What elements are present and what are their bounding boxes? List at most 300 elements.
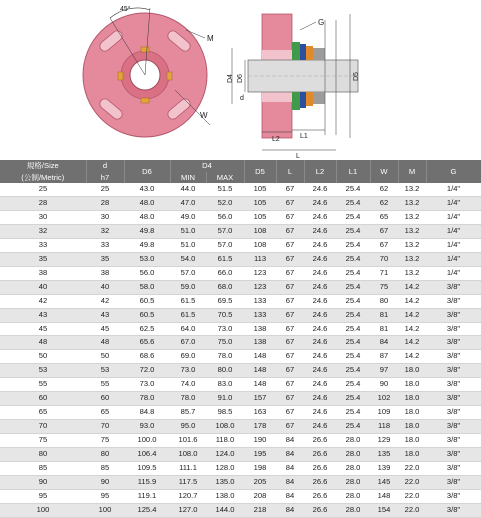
table-row bbox=[0, 294, 481, 308]
table-cell: 24.6 bbox=[304, 280, 336, 294]
section-view bbox=[227, 14, 360, 160]
header-l1: L1 bbox=[336, 160, 370, 183]
table-cell: 53.0 bbox=[124, 252, 170, 266]
table-cell: 148 bbox=[244, 350, 276, 364]
table-cell: 3/8" bbox=[426, 406, 481, 420]
table-cell: 32 bbox=[0, 224, 86, 238]
m-label: M bbox=[207, 34, 214, 43]
table-cell: 24.6 bbox=[304, 322, 336, 336]
table-cell: 90 bbox=[0, 476, 86, 490]
table-cell: 84 bbox=[276, 489, 304, 503]
table-cell: 106.4 bbox=[124, 448, 170, 462]
table-cell: 18.0 bbox=[398, 434, 426, 448]
table-cell: 61.5 bbox=[170, 294, 206, 308]
table-cell: 98.5 bbox=[206, 406, 244, 420]
table-cell: 115.9 bbox=[124, 476, 170, 490]
table-cell: 3/8" bbox=[426, 280, 481, 294]
table-row bbox=[0, 448, 481, 462]
table-cell: 195 bbox=[244, 448, 276, 462]
table-cell: 13.2 bbox=[398, 238, 426, 252]
header-m: M bbox=[398, 160, 426, 183]
table-cell: 24.6 bbox=[304, 183, 336, 196]
table-cell: 69.5 bbox=[206, 294, 244, 308]
table-cell: 138 bbox=[244, 322, 276, 336]
table-cell: 13.2 bbox=[398, 266, 426, 280]
header-l: L bbox=[276, 160, 304, 183]
table-cell: 67 bbox=[276, 392, 304, 406]
table-cell: 123 bbox=[244, 280, 276, 294]
table-row bbox=[0, 266, 481, 280]
table-cell: 49.8 bbox=[124, 238, 170, 252]
table-cell: 1/4" bbox=[426, 210, 481, 224]
table-cell: 70 bbox=[86, 420, 124, 434]
table-cell: 198 bbox=[244, 462, 276, 476]
table-cell: 44.0 bbox=[170, 183, 206, 196]
table-cell: 68.6 bbox=[124, 350, 170, 364]
table-cell: 60 bbox=[86, 392, 124, 406]
table-cell: 14.2 bbox=[398, 336, 426, 350]
table-cell: 157 bbox=[244, 392, 276, 406]
table-cell: 100 bbox=[0, 503, 86, 517]
table-row bbox=[0, 308, 481, 322]
table-cell: 50 bbox=[0, 350, 86, 364]
table-cell: 75 bbox=[370, 280, 398, 294]
table-cell: 93.0 bbox=[124, 420, 170, 434]
table-cell: 154 bbox=[370, 503, 398, 517]
table-cell: 13.2 bbox=[398, 183, 426, 196]
table-cell: 108 bbox=[244, 224, 276, 238]
table-cell: 3/8" bbox=[426, 476, 481, 490]
table-cell: 24.6 bbox=[304, 224, 336, 238]
table-cell: 3/8" bbox=[426, 448, 481, 462]
table-cell: 78.0 bbox=[124, 392, 170, 406]
table-cell: 1/4" bbox=[426, 266, 481, 280]
front-view bbox=[83, 5, 214, 137]
table-cell: 26.6 bbox=[304, 448, 336, 462]
table-cell: 91.0 bbox=[206, 392, 244, 406]
table-cell: 1/4" bbox=[426, 183, 481, 196]
table-cell: 25.4 bbox=[336, 322, 370, 336]
d5-label: D5 bbox=[353, 72, 360, 81]
table-cell: 51.0 bbox=[170, 224, 206, 238]
table-row bbox=[0, 364, 481, 378]
table-cell: 48.0 bbox=[124, 196, 170, 210]
table-cell: 109.5 bbox=[124, 462, 170, 476]
table-cell: 56.0 bbox=[124, 266, 170, 280]
table-cell: 30 bbox=[86, 210, 124, 224]
table-cell: 3/8" bbox=[426, 378, 481, 392]
table-cell: 1/4" bbox=[426, 238, 481, 252]
table-row bbox=[0, 252, 481, 266]
table-cell: 83.0 bbox=[206, 378, 244, 392]
table-cell: 28.0 bbox=[336, 448, 370, 462]
table-cell: 47.0 bbox=[170, 196, 206, 210]
table-cell: 163 bbox=[244, 406, 276, 420]
table-cell: 24.6 bbox=[304, 308, 336, 322]
table-row bbox=[0, 238, 481, 252]
table-cell: 70.5 bbox=[206, 308, 244, 322]
table-cell: 14.2 bbox=[398, 308, 426, 322]
table-cell: 3/8" bbox=[426, 350, 481, 364]
header-row bbox=[0, 160, 481, 172]
table-cell: 18.0 bbox=[398, 378, 426, 392]
table-row bbox=[0, 210, 481, 224]
table-cell: 65.6 bbox=[124, 336, 170, 350]
table-row bbox=[0, 322, 481, 336]
table-cell: 118.0 bbox=[206, 434, 244, 448]
table-cell: 84.8 bbox=[124, 406, 170, 420]
table-row bbox=[0, 280, 481, 294]
w-label: W bbox=[200, 111, 208, 120]
table-cell: 14.2 bbox=[398, 280, 426, 294]
table-cell: 67 bbox=[276, 196, 304, 210]
table-cell: 3/8" bbox=[426, 420, 481, 434]
table-cell: 24.6 bbox=[304, 266, 336, 280]
table-cell: 75.0 bbox=[206, 336, 244, 350]
table-cell: 35 bbox=[86, 252, 124, 266]
table-cell: 80.0 bbox=[206, 364, 244, 378]
table-cell: 24.6 bbox=[304, 210, 336, 224]
table-cell: 84 bbox=[276, 476, 304, 490]
table-cell: 28 bbox=[0, 196, 86, 210]
table-cell: 25.4 bbox=[336, 224, 370, 238]
table-cell: 18.0 bbox=[398, 448, 426, 462]
table-row bbox=[0, 378, 481, 392]
table-cell: 67 bbox=[276, 183, 304, 196]
table-cell: 40 bbox=[86, 280, 124, 294]
table-cell: 75 bbox=[0, 434, 86, 448]
table-cell: 67 bbox=[276, 308, 304, 322]
table-cell: 25.4 bbox=[336, 336, 370, 350]
d6-label: D6 bbox=[237, 74, 244, 83]
table-cell: 30 bbox=[0, 210, 86, 224]
table-cell: 85 bbox=[86, 462, 124, 476]
table-cell: 49.8 bbox=[124, 224, 170, 238]
table-cell: 51.5 bbox=[206, 183, 244, 196]
table-cell: 78.0 bbox=[206, 350, 244, 364]
table-cell: 22.0 bbox=[398, 476, 426, 490]
table-cell: 87 bbox=[370, 350, 398, 364]
table-cell: 67 bbox=[276, 280, 304, 294]
table-cell: 25.4 bbox=[336, 183, 370, 196]
table-cell: 127.0 bbox=[170, 503, 206, 517]
table-cell: 108.0 bbox=[206, 420, 244, 434]
table-cell: 67 bbox=[276, 336, 304, 350]
table-cell: 3/8" bbox=[426, 503, 481, 517]
table-cell: 73.0 bbox=[124, 378, 170, 392]
table-cell: 3/8" bbox=[426, 322, 481, 336]
table-cell: 57.0 bbox=[170, 266, 206, 280]
table-cell: 133 bbox=[244, 308, 276, 322]
table-cell: 80 bbox=[86, 448, 124, 462]
table-cell: 72.0 bbox=[124, 364, 170, 378]
table-cell: 13.2 bbox=[398, 252, 426, 266]
header-d4-min: MIN bbox=[170, 172, 206, 184]
table-cell: 139 bbox=[370, 462, 398, 476]
header-g: G bbox=[426, 160, 481, 183]
table-cell: 67 bbox=[276, 322, 304, 336]
table-cell: 42 bbox=[0, 294, 86, 308]
table-cell: 108 bbox=[244, 238, 276, 252]
l2-label: L2 bbox=[272, 136, 280, 143]
table-cell: 84 bbox=[276, 448, 304, 462]
table-cell: 80 bbox=[0, 448, 86, 462]
table-cell: 3/8" bbox=[426, 392, 481, 406]
table-cell: 1/4" bbox=[426, 224, 481, 238]
table-row bbox=[0, 476, 481, 490]
table-cell: 135.0 bbox=[206, 476, 244, 490]
table-cell: 45 bbox=[0, 322, 86, 336]
table-cell: 70 bbox=[0, 420, 86, 434]
table-cell: 85 bbox=[0, 462, 86, 476]
table-cell: 13.2 bbox=[398, 210, 426, 224]
table-cell: 65 bbox=[0, 406, 86, 420]
table-cell: 14.2 bbox=[398, 350, 426, 364]
seal-technical-drawing bbox=[0, 0, 481, 160]
table-cell: 102 bbox=[370, 392, 398, 406]
table-cell: 38 bbox=[0, 266, 86, 280]
table-cell: 95 bbox=[0, 489, 86, 503]
table-cell: 218 bbox=[244, 503, 276, 517]
table-cell: 26.6 bbox=[304, 434, 336, 448]
table-cell: 124.0 bbox=[206, 448, 244, 462]
table-cell: 68.0 bbox=[206, 280, 244, 294]
table-cell: 190 bbox=[244, 434, 276, 448]
table-cell: 145 bbox=[370, 476, 398, 490]
table-cell: 113 bbox=[244, 252, 276, 266]
table-cell: 71 bbox=[370, 266, 398, 280]
table-cell: 205 bbox=[244, 476, 276, 490]
table-cell: 25 bbox=[86, 183, 124, 196]
table-cell: 95.0 bbox=[170, 420, 206, 434]
table-cell: 105 bbox=[244, 210, 276, 224]
table-cell: 148 bbox=[370, 489, 398, 503]
table-cell: 65 bbox=[370, 210, 398, 224]
table-cell: 3/8" bbox=[426, 434, 481, 448]
table-cell: 60.5 bbox=[124, 294, 170, 308]
table-cell: 65 bbox=[86, 406, 124, 420]
table-cell: 75 bbox=[86, 434, 124, 448]
l1-label: L1 bbox=[300, 133, 308, 140]
table-cell: 22.0 bbox=[398, 489, 426, 503]
table-cell: 81 bbox=[370, 322, 398, 336]
table-cell: 52.0 bbox=[206, 196, 244, 210]
table-row bbox=[0, 489, 481, 503]
table-cell: 28 bbox=[86, 196, 124, 210]
header-size-sub: (公制/Metric) bbox=[21, 172, 65, 182]
table-cell: 40 bbox=[0, 280, 86, 294]
table-body bbox=[0, 183, 481, 517]
table-cell: 144.0 bbox=[206, 503, 244, 517]
table-cell: 105 bbox=[244, 183, 276, 196]
table-cell: 60.5 bbox=[124, 308, 170, 322]
table-cell: 59.0 bbox=[170, 280, 206, 294]
table-cell: 25.4 bbox=[336, 252, 370, 266]
table-cell: 28.0 bbox=[336, 503, 370, 517]
g-label: G bbox=[318, 18, 325, 27]
header-d-sub: h7 bbox=[100, 172, 110, 182]
table-cell: 26.6 bbox=[304, 462, 336, 476]
table-cell: 138.0 bbox=[206, 489, 244, 503]
table-cell: 25.4 bbox=[336, 294, 370, 308]
table-row bbox=[0, 196, 481, 210]
table-cell: 67 bbox=[276, 238, 304, 252]
table-cell: 64.0 bbox=[170, 322, 206, 336]
table-row bbox=[0, 462, 481, 476]
table-cell: 80 bbox=[370, 294, 398, 308]
table-cell: 35 bbox=[0, 252, 86, 266]
table-cell: 85.7 bbox=[170, 406, 206, 420]
table-cell: 28.0 bbox=[336, 434, 370, 448]
table-cell: 49.0 bbox=[170, 210, 206, 224]
table-cell: 67 bbox=[276, 210, 304, 224]
table-row bbox=[0, 406, 481, 420]
table-row bbox=[0, 350, 481, 364]
table-cell: 25 bbox=[0, 183, 86, 196]
table-cell: 117.5 bbox=[170, 476, 206, 490]
header-d4: D4 bbox=[170, 160, 244, 172]
table-cell: 67 bbox=[276, 224, 304, 238]
table-cell: 123 bbox=[244, 266, 276, 280]
table-cell: 28.0 bbox=[336, 476, 370, 490]
table-cell: 25.4 bbox=[336, 350, 370, 364]
table-cell: 48 bbox=[0, 336, 86, 350]
table-cell: 67 bbox=[276, 252, 304, 266]
header-size-label: 規格/Size bbox=[26, 161, 59, 170]
table-cell: 58.0 bbox=[124, 280, 170, 294]
table-cell: 118 bbox=[370, 420, 398, 434]
table-cell: 24.6 bbox=[304, 420, 336, 434]
table-cell: 148 bbox=[244, 378, 276, 392]
header-d5: D5 bbox=[244, 160, 276, 183]
table-cell: 67 bbox=[370, 224, 398, 238]
table-cell: 100 bbox=[86, 503, 124, 517]
table-cell: 25.4 bbox=[336, 210, 370, 224]
table-cell: 119.1 bbox=[124, 489, 170, 503]
table-cell: 66.0 bbox=[206, 266, 244, 280]
table-cell: 129 bbox=[370, 434, 398, 448]
table-row bbox=[0, 224, 481, 238]
table-cell: 42 bbox=[86, 294, 124, 308]
table-cell: 3/8" bbox=[426, 462, 481, 476]
table-cell: 43.0 bbox=[124, 183, 170, 196]
table-cell: 133 bbox=[244, 294, 276, 308]
table-cell: 55 bbox=[86, 378, 124, 392]
table-cell: 125.4 bbox=[124, 503, 170, 517]
table-cell: 18.0 bbox=[398, 364, 426, 378]
table-cell: 84 bbox=[276, 462, 304, 476]
header-d bbox=[86, 160, 124, 183]
table-cell: 78.0 bbox=[170, 392, 206, 406]
table-cell: 60 bbox=[0, 392, 86, 406]
table-cell: 13.2 bbox=[398, 224, 426, 238]
table-cell: 50 bbox=[86, 350, 124, 364]
table-cell: 1/4" bbox=[426, 252, 481, 266]
table-cell: 84 bbox=[276, 503, 304, 517]
table-cell: 25.4 bbox=[336, 266, 370, 280]
table-cell: 33 bbox=[86, 238, 124, 252]
table-cell: 24.6 bbox=[304, 364, 336, 378]
angle-label: 45° bbox=[120, 6, 131, 13]
table-cell: 148 bbox=[244, 364, 276, 378]
table-cell: 67.0 bbox=[170, 336, 206, 350]
table-cell: 81 bbox=[370, 308, 398, 322]
table-cell: 25.4 bbox=[336, 364, 370, 378]
table-cell: 108.0 bbox=[170, 448, 206, 462]
d-label: d bbox=[240, 95, 244, 102]
table-cell: 25.4 bbox=[336, 280, 370, 294]
table-cell: 67 bbox=[276, 294, 304, 308]
table-cell: 25.4 bbox=[336, 406, 370, 420]
table-cell: 73.0 bbox=[170, 364, 206, 378]
table-cell: 61.5 bbox=[170, 308, 206, 322]
table-cell: 3/8" bbox=[426, 294, 481, 308]
table-cell: 101.6 bbox=[170, 434, 206, 448]
table-cell: 208 bbox=[244, 489, 276, 503]
table-row bbox=[0, 183, 481, 196]
table-cell: 43 bbox=[0, 308, 86, 322]
table-cell: 61.5 bbox=[206, 252, 244, 266]
table-cell: 26.6 bbox=[304, 503, 336, 517]
table-cell: 95 bbox=[86, 489, 124, 503]
table-cell: 32 bbox=[86, 224, 124, 238]
table-cell: 67 bbox=[276, 350, 304, 364]
table-row bbox=[0, 420, 481, 434]
table-cell: 3/8" bbox=[426, 308, 481, 322]
table-cell: 70 bbox=[370, 252, 398, 266]
table-cell: 84 bbox=[276, 434, 304, 448]
table-cell: 14.2 bbox=[398, 294, 426, 308]
table-cell: 56.0 bbox=[206, 210, 244, 224]
table-cell: 55 bbox=[0, 378, 86, 392]
table-cell: 14.2 bbox=[398, 322, 426, 336]
table-cell: 73.0 bbox=[206, 322, 244, 336]
header-w: W bbox=[370, 160, 398, 183]
table-cell: 97 bbox=[370, 364, 398, 378]
table-cell: 24.6 bbox=[304, 378, 336, 392]
table-cell: 48 bbox=[86, 336, 124, 350]
table-row bbox=[0, 392, 481, 406]
table-cell: 48.0 bbox=[124, 210, 170, 224]
table-cell: 26.6 bbox=[304, 489, 336, 503]
table-cell: 138 bbox=[244, 336, 276, 350]
table-cell: 43 bbox=[86, 308, 124, 322]
table-cell: 24.6 bbox=[304, 350, 336, 364]
table-cell: 53 bbox=[86, 364, 124, 378]
table-cell: 62.5 bbox=[124, 322, 170, 336]
table-cell: 62 bbox=[370, 183, 398, 196]
table-cell: 3/8" bbox=[426, 364, 481, 378]
table-row bbox=[0, 434, 481, 448]
table-cell: 62 bbox=[370, 196, 398, 210]
table-cell: 18.0 bbox=[398, 406, 426, 420]
table-cell: 178 bbox=[244, 420, 276, 434]
table-cell: 67 bbox=[276, 378, 304, 392]
d4-label: D4 bbox=[227, 74, 234, 83]
table-cell: 135 bbox=[370, 448, 398, 462]
table-cell: 120.7 bbox=[170, 489, 206, 503]
table-cell: 51.0 bbox=[170, 238, 206, 252]
table-cell: 54.0 bbox=[170, 252, 206, 266]
table-cell: 24.6 bbox=[304, 392, 336, 406]
table-cell: 53 bbox=[0, 364, 86, 378]
table-cell: 28.0 bbox=[336, 462, 370, 476]
table-cell: 3/8" bbox=[426, 336, 481, 350]
table-cell: 25.4 bbox=[336, 238, 370, 252]
table-cell: 57.0 bbox=[206, 224, 244, 238]
table-cell: 25.4 bbox=[336, 196, 370, 210]
table-cell: 24.6 bbox=[304, 252, 336, 266]
